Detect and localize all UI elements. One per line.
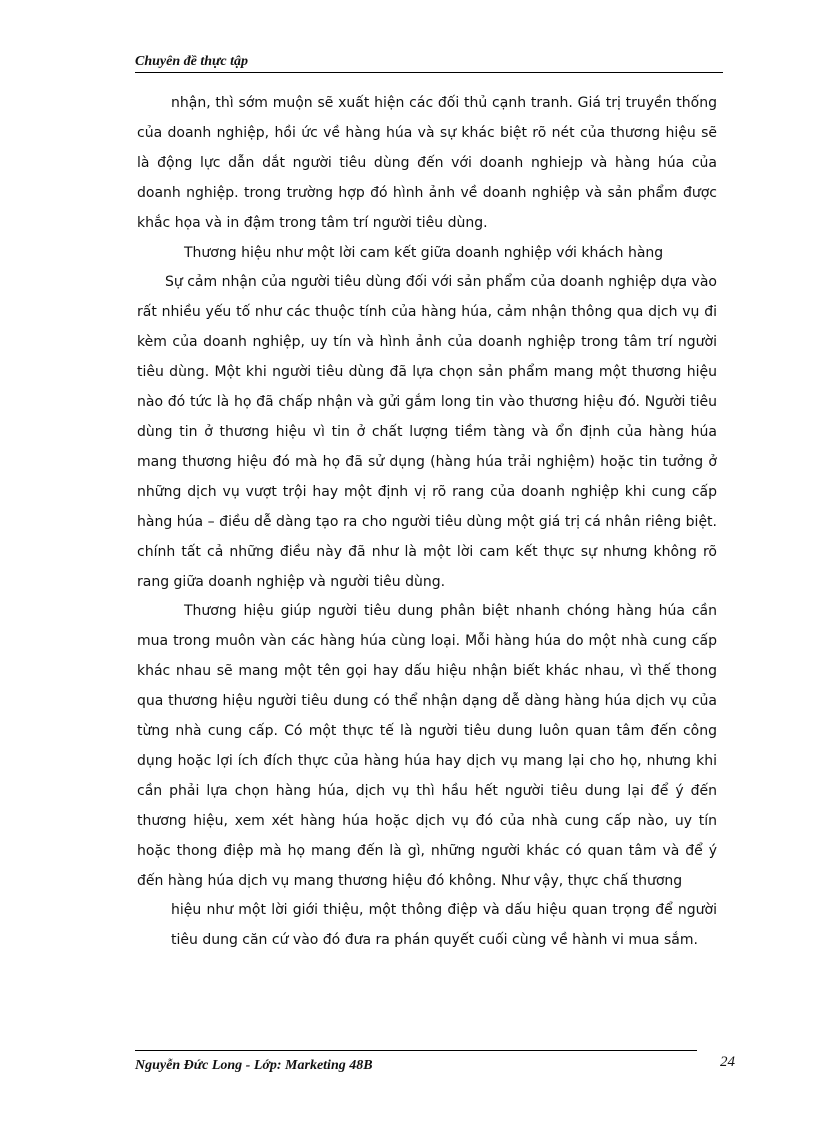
document-body: [137, 89, 717, 956]
footer-divider: [135, 1050, 697, 1051]
paragraph-4: Thương hiệu giúp người tiêu dung phân biệt nhanh chóng hàng húa cần mua trong muôn vàn các hàng húa cùng loại. Mỗi hàng húa do một nhà cung cấp khác nhau sẽ mang một tên gọi hay dấu hiệu nhận biết khác nhau, vì thế thong qua thương hiệu người tiêu dung có thể nhận dạng dễ dàng hàng húa dịch vụ của từng nhà cung cấp. Có một thực tế là người tiêu dung luôn quan tâm đến công dụng hoặc lợi ích đích thực của hàng húa hay dịch vụ mang lại cho họ, nhưng khi cần phải lựa chọn hàng húa, dịch vụ thì hầu hết người tiêu dung lại để ý đến thương hiệu, xem xét hàng húa hoặc dịch vụ đó của nhà cung cấp nào, uy tín hoặc thong điệp mà họ mang đến là gì, những người khác có quan tâm và để ý đến hàng húa dịch vụ mang thương hiệu đó không. Như vậy, thực chấ thương: [137, 603, 717, 889]
paragraph-5: hiệu như một lời giới thiệu, một thông điệp và dấu hiệu quan trọng để người tiêu dung căn cứ vào đó đưa ra phán quyết cuối cùng về hành vi mua sắm.: [171, 902, 717, 949]
page-number: 24: [720, 1054, 735, 1070]
page-header: [135, 50, 723, 73]
footer-author: Nguyễn Đức Long - Lớp: Marketing 48B: [135, 1058, 373, 1073]
header-title: Chuyên đề thực tập: [135, 54, 249, 69]
page-footer: [135, 1050, 735, 1080]
paragraph-1: nhận, thì sớm muộn sẽ xuất hiện các đối thủ cạnh tranh. Giá trị truyền thống của doanh nghiệp, hồi ức về hàng húa và sự khác biệt rõ nét của thương hiệu sẽ là động lực dẫn dắt người tiêu dùng đến với doanh nghiejp và hàng húa của doanh nghiệp. trong trường hợp đó hình ảnh về doanh nghiệp và sản phẩm được khắc họa và in đậm trong tâm trí người tiêu dùng.: [137, 95, 717, 231]
paragraph-3: Sự cảm nhận của người tiêu dùng đối với sản phẩm của doanh nghiệp dựa vào rất nhiều yếu tố như các thuộc tính của hàng húa, cảm nhận thông qua dịch vụ đi kèm của doanh nghiệp, uy tín và hình ảnh của doanh nghiệp trong tâm trí người tiêu dùng. Một khi người tiêu dùng đã lựa chọn sản phẩm mang một thương hiệu nào đó tức là họ đã chấp nhận và gửi gắm long tin vào thương hiệu đó. Người tiêu dùng tin ở thương hiệu vì tin ở chất lượng tiềm tàng và ổn định của hàng húa mang thương hiệu đó mà họ đã sử dụng (hàng húa trải nghiệm) hoặc tin tưởng ở những dịch vụ vượt trội hay một định vị rõ rang của doanh nghiệp khi cung cấp hàng húa – điều dễ dàng tạo ra cho người tiêu dùng một giá trị cá nhân riêng biệt. chính tất cả những điều này đã như là một lời cam kết thực sự nhưng không rõ rang giữa doanh nghiệp và người tiêu dùng.: [137, 274, 717, 590]
paragraph-2: Thương hiệu như một lời cam kết giữa doanh nghiệp với khách hàng: [184, 244, 664, 261]
